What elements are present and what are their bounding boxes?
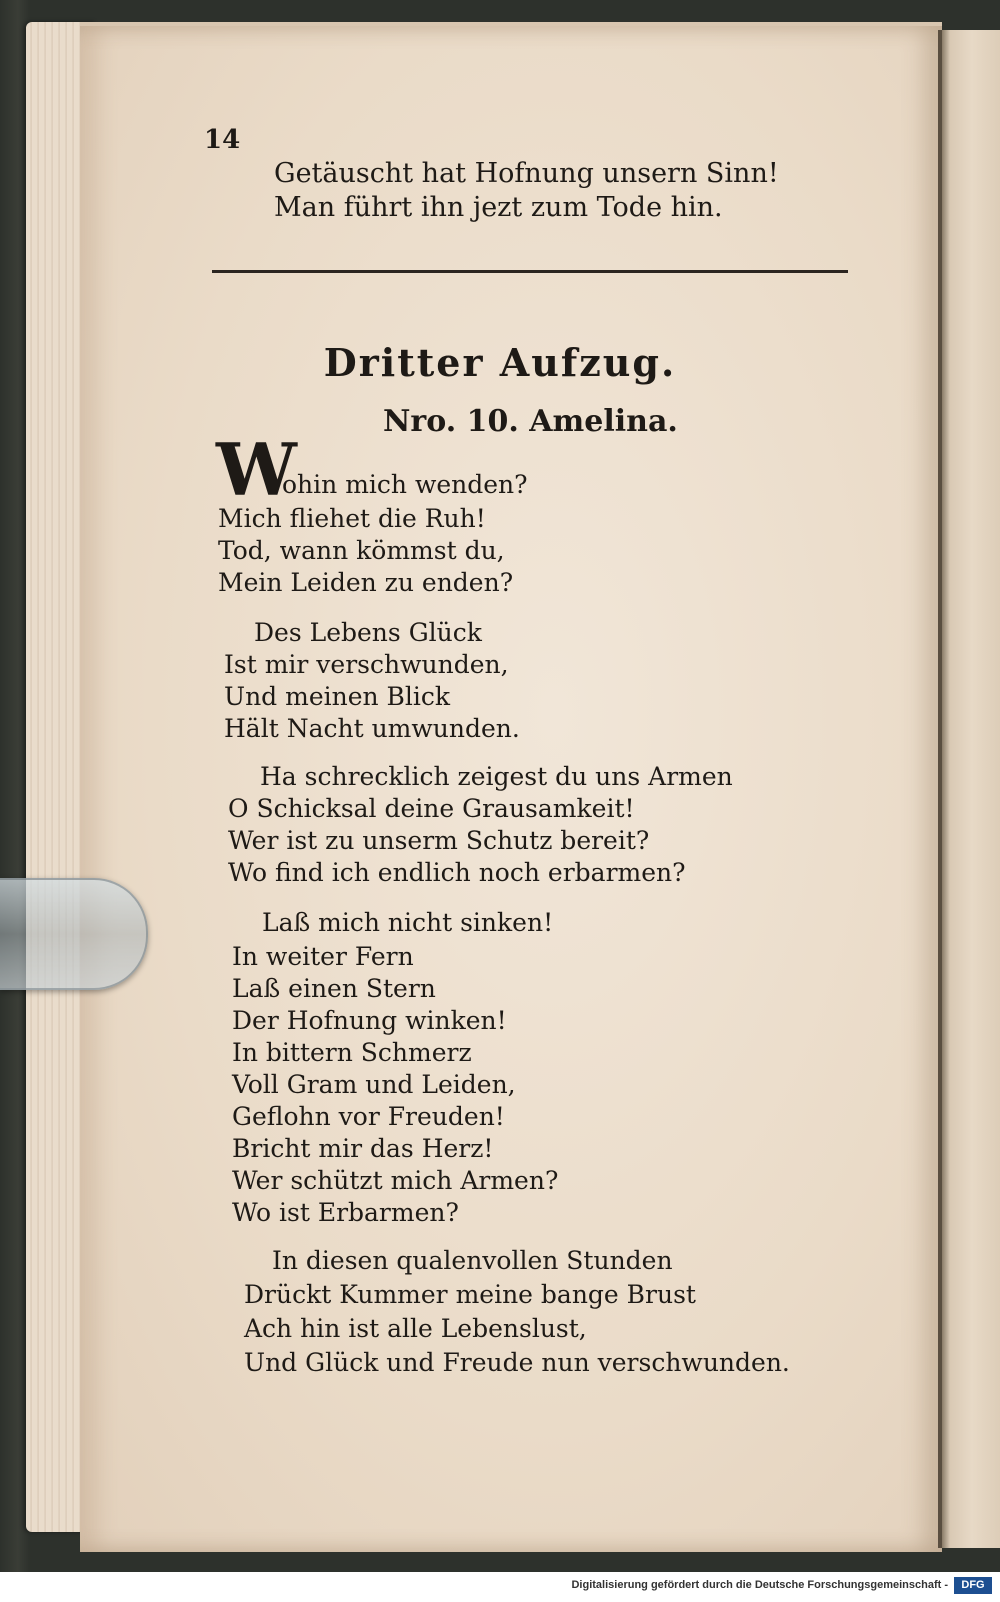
verse-line: Ist mir verschwunden,	[224, 650, 509, 679]
verse-line: Und Glück und Freude nun verschwunden.	[244, 1348, 790, 1377]
verse-line: Wer ist zu unserm Schutz bereit?	[228, 826, 650, 855]
dfg-logo: DFG	[954, 1577, 992, 1594]
facing-page-edge	[942, 30, 1000, 1548]
verse-line: Drückt Kummer meine bange Brust	[244, 1280, 696, 1309]
carryover-line-1: Getäuscht hat Hofnung unsern Sinn!	[274, 158, 779, 189]
verse-line: In diesen qualenvollen Stunden	[272, 1246, 673, 1275]
verse-line: In bittern Schmerz	[232, 1038, 472, 1067]
page-number: 14	[204, 125, 241, 155]
verse-line: Mich fliehet die Ruh!	[218, 504, 486, 533]
funding-credit: Digitalisierung gefördert durch die Deutsche Forschungsgemeinschaft -	[571, 1579, 948, 1591]
verse-line: Geflohn vor Freuden!	[232, 1102, 505, 1131]
verse-line: Hält Nacht umwunden.	[224, 714, 520, 743]
drop-cap: W	[216, 427, 297, 512]
carryover-line-2: Man führt ihn jezt zum Tode hin.	[274, 192, 723, 223]
verse-line: Ach hin ist alle Lebenslust,	[244, 1314, 587, 1343]
verse-line: Laß mich nicht sinken!	[262, 908, 554, 937]
verse-line: Mein Leiden zu enden?	[218, 568, 514, 597]
verse-line: Bricht mir das Herz!	[232, 1134, 494, 1163]
verse-line: Und meinen Blick	[224, 682, 451, 711]
verse-line: Des Lebens Glück	[254, 618, 482, 647]
verse-line: Wo find ich endlich noch erbarmen?	[228, 858, 686, 887]
verse-line: Wer schützt mich Armen?	[232, 1166, 559, 1195]
verse-line: Laß einen Stern	[232, 974, 436, 1003]
verse-line: In weiter Fern	[232, 942, 414, 971]
verse-line: Wo ist Erbarmen?	[232, 1198, 459, 1227]
act-title: Dritter Aufzug.	[323, 340, 677, 385]
number-title: Nro. 10. Amelina.	[383, 404, 678, 439]
verse-line: Tod, wann kömmst du,	[218, 536, 505, 565]
section-divider-rule	[212, 270, 848, 273]
verse-line: Ha schrecklich zeigest du uns Armen	[260, 762, 733, 791]
verse-line: Der Hofnung winken!	[232, 1006, 507, 1035]
verse-line: ohin mich wenden?	[282, 470, 528, 499]
verse-line: O Schicksal deine Grausamkeit!	[228, 794, 635, 823]
page-clip	[0, 878, 148, 990]
verse-line: Voll Gram und Leiden,	[232, 1070, 516, 1099]
